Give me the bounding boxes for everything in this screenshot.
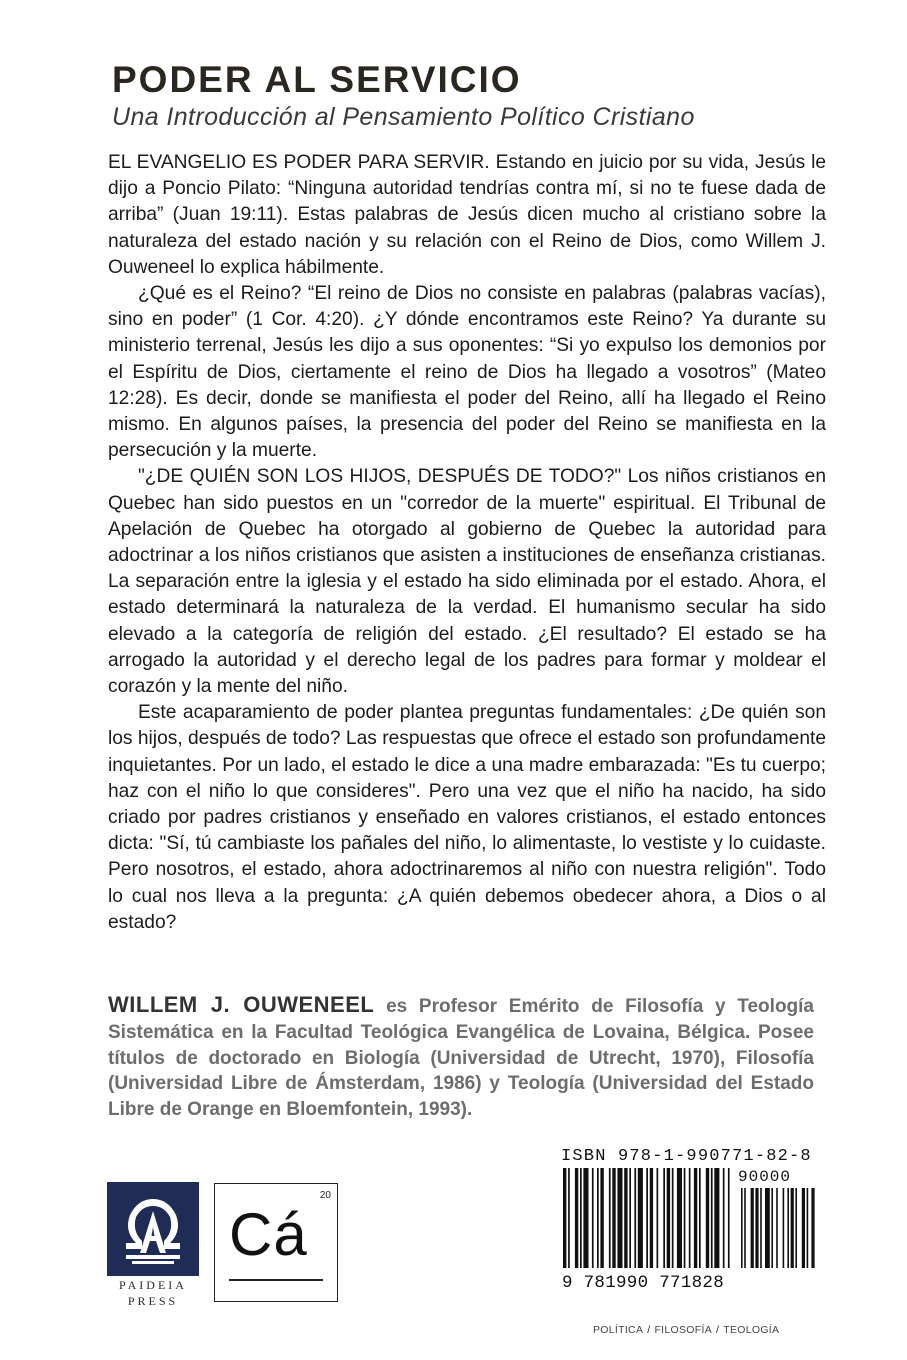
paideia-press-logo (107, 1182, 199, 1307)
back-cover-blurb (108, 150, 826, 936)
category-label: TEOLOGÍA (723, 1324, 780, 1336)
imprint-logo (214, 1183, 338, 1302)
isbn-label: ISBN 978-1-990771-82-8 (561, 1147, 812, 1166)
barcode-addon: 90000 (738, 1168, 792, 1186)
category-separator: / (647, 1324, 651, 1336)
author-name: WILLEM J. OUWENEEL (108, 992, 375, 1017)
blurb-paragraph: EL EVANGELIO ES PODER PARA SERVIR. Estando en juicio por su vida, Jesús le dijo a Poncio Pilato: “Ninguna autoridad tendrías contra mí, si no te fuese dada de arriba” (Juan 19:11). Estas palabras de Jesús dicen mucho al cristiano sobre la naturaleza del estado nación y su relación con el Reino de Dios, como Willem J. Ouweneel lo explica hábilmente. (108, 152, 826, 278)
author-bio-text: es Profesor Emérito de Filosofía y Teología Sistemática en la Facultad Teológica Evangélica de Lovaina, Bélgica. Posee títulos de doctorado en Biología (Universidad de Utrecht, 1970), Filosofía (Universidad Libre de Ámsterdam, 1986) y Teología (Universidad del Estado Libre de Orange en Bloemfontein, 1993). (108, 996, 814, 1121)
category-separator: / (716, 1324, 720, 1336)
book-subtitle: Una Introducción al Pensamiento Político Cristiano (112, 103, 695, 131)
alpha-omega-icon (107, 1182, 199, 1276)
category-label: POLÍTICA (593, 1324, 644, 1336)
imprint-number: 20 (319, 1190, 331, 1201)
ean-digits: 9 781990 771828 (562, 1273, 725, 1293)
blurb-paragraph: ¿Qué es el Reino? “El reino de Dios no consiste en palabras (palabras vacías), sino en poder” (1 Cor. 4:20). ¿Y dónde encontramos este Reino? Ya durante su ministerio terrenal, Jesús les dijo a sus oponentes: “Si yo expulso los demonios por el Espíritu de Dios, ciertamente el reino de Dios ha llegado a vosotros” (Mateo 12:28). Es decir, donde se manifiesta el poder del Reino, allí ha llegado el Reino mismo. En algunos países, la presencia del poder del Reino se manifiesta en la persecución y la muerte. (108, 283, 826, 462)
category-list (593, 1324, 779, 1336)
author-bio (108, 992, 814, 1123)
book-title: PODER AL SERVICIO (112, 59, 522, 100)
publisher-name-line2: PRESS (127, 1294, 179, 1308)
imprint-underline (229, 1279, 323, 1281)
imprint-symbol: Cá (229, 1201, 308, 1268)
blurb-paragraph: "¿DE QUIÉN SON LOS HIJOS, DESPUÉS DE TODO?" Los niños cristianos en Quebec han sido puestos en un "corredor de la muerte" espiritual. El Tribunal de Apelación de Quebec ha otorgado al gobierno de Quebec la autoridad para adoctrinar a los niños cristianos que asisten a instituciones de enseñanza cristianas. La separación entre la iglesia y el estado ha sido eliminada por el estado. Ahora, el estado determinará la naturaleza de la verdad. El humanismo secular ha sido elevado a la categoría de religión del estado. ¿El resultado? El estado se ha arrogado la autoridad y el derecho legal de los padres para formar y moldear el corazón y la mente del niño. (108, 466, 826, 698)
category-label: FILOSOFÍA (654, 1324, 713, 1336)
blurb-paragraph: Este acaparamiento de poder plantea preguntas fundamentales: ¿De quién son los hijos, después de todo? Las respuestas que ofrece el estado son profundamente inquietantes. Por un lado, el estado le dice a una madre embarazada: "Es tu cuerpo; haz con el niño lo que consideres". Pero una vez que el niño ha nacido, ha sido criado por padres cristianos y enseñado en valores cristianos, el estado entonces dicta: "Sí, tú cambiaste los pañales del niño, lo alimentaste, lo vestiste y lo cuidaste. Pero nosotros, el estado, ahora adoctrinaremos al niño con nuestra religión". Todo lo cual nos lleva a la pregunta: ¿A quién debemos obedecer ahora, a Dios o al estado? (108, 702, 826, 933)
publisher-name-line1: PAIDEIA (119, 1278, 187, 1292)
